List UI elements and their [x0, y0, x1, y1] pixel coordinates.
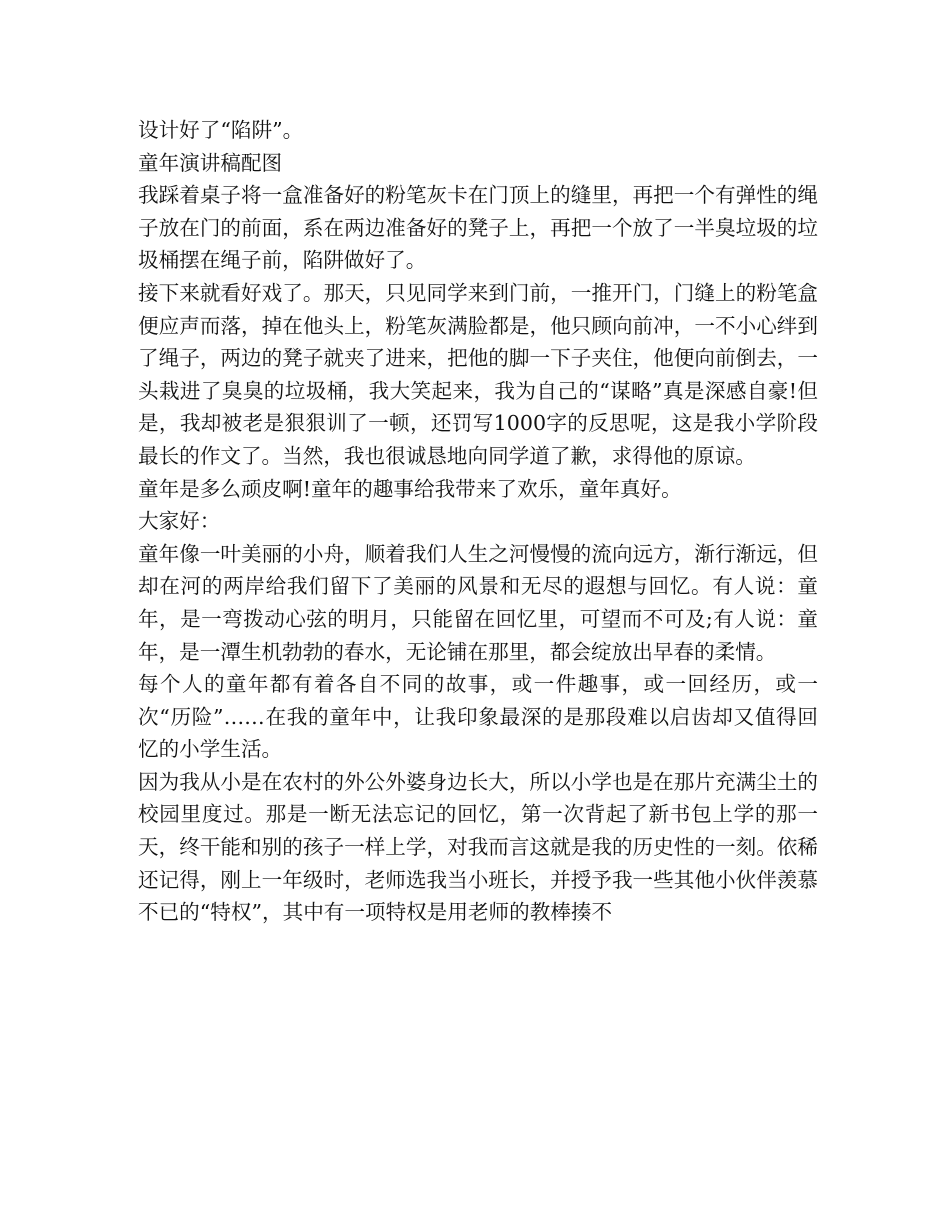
- paragraph-8: 每个人的童年都有着各自不同的故事，或一件趣事，或一回经历，或一次“历险”……在我的童年中，让我印象最深的是那段难以启齿却又值得回忆的小学生活。: [138, 672, 818, 762]
- document-page: [138, 114, 818, 929]
- paragraph-2-image-caption: 童年演讲稿配图: [138, 150, 283, 175]
- paragraph-4: 接下来就看好戏了。那天，只见同学来到门前，一推开门，门缝上的粉笔盒便应声而落，掉在他头上，粉笔灰满脸都是，他只顾向前冲，一不小心绊到了绳子，两边的凳子就夹了进来，把他的脚一下子夹住，他便向前倒去，一头栽进了臭臭的垃圾桶，我大笑起来，我为自己的“谋略”真是深感自豪!但是，我却被老是狠狠训了一顿，还罚写1000字的反思呢，这是我小学阶段最长的作文了。当然，我也很诚恳地向同学道了歉，求得他的原谅。: [138, 280, 818, 468]
- paragraph-7: 童年像一叶美丽的小舟，顺着我们人生之河慢慢的流向远方，渐行渐远，但却在河的两岸给我们留下了美丽的风景和无尽的遐想与回忆。有人说：童年，是一弯拨动心弦的明月，只能留在回忆里，可望而不可及;有人说：童年，是一潭生机勃勃的春水，无论铺在那里，都会绽放出早春的柔情。: [138, 541, 818, 664]
- paragraph-6-greeting: 大家好：: [138, 509, 221, 534]
- paragraph-1: 设计好了“陷阱”。: [138, 118, 304, 142]
- paragraph-9: 因为我从小是在农村的外公外婆身边长大，所以小学也是在那片充满尘土的校园里度过。那是一断无法忘记的回忆，第一次背起了新书包上学的那一天，终干能和别的孩子一样上学，对我而言这就是我的历史性的一刻。依稀还记得，刚上一年级时，老师选我当小班长，并授予我一些其他小伙伴羡慕不已的“特权”，其中有一项特权是用老师的教棒揍不: [138, 769, 818, 925]
- paragraph-5: 童年是多么顽皮啊!童年的趣事给我带来了欢乐，童年真好。: [138, 476, 682, 501]
- paragraph-3: 我踩着桌子将一盒准备好的粉笔灰卡在门顶上的缝里，再把一个有弹性的绳子放在门的前面，系在两边准备好的凳子上，再把一个放了一半臭垃圾的垃圾桶摆在绳子前，陷阱做好了。: [138, 183, 818, 273]
